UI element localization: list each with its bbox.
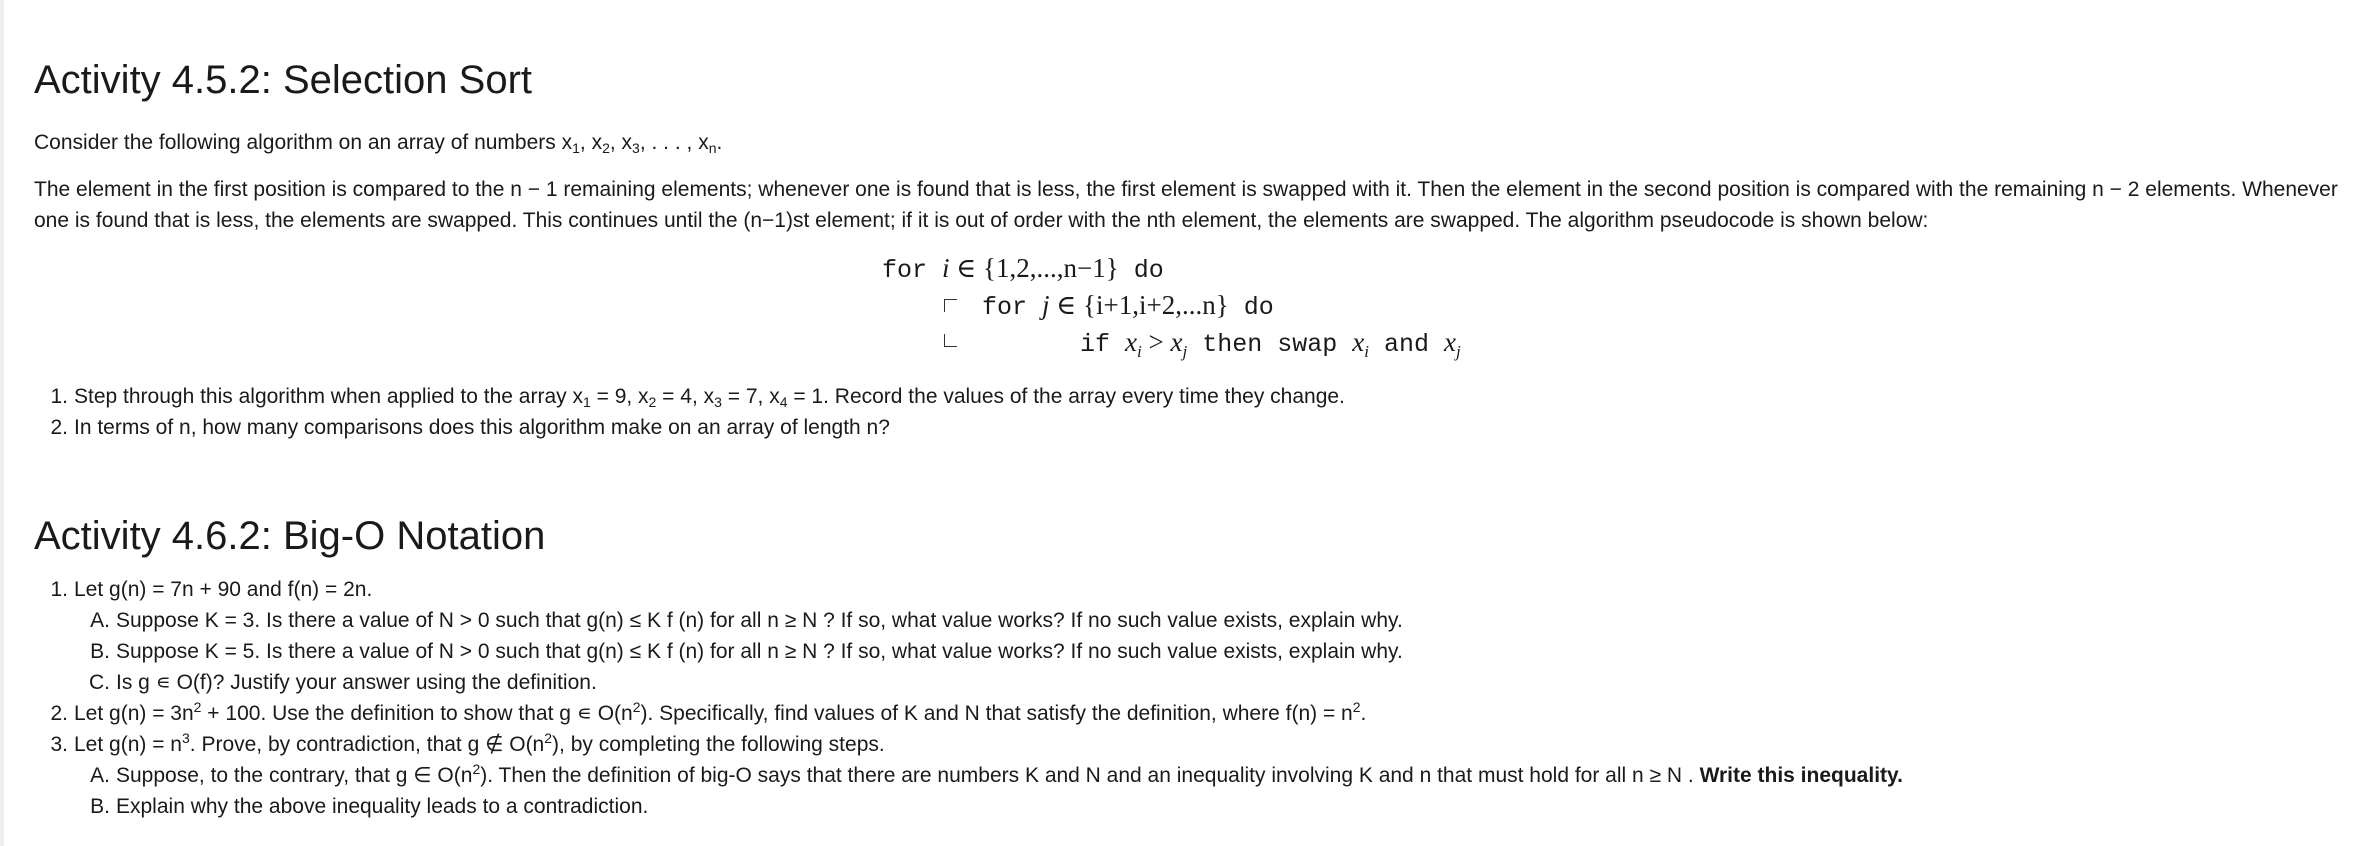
pseudocode-swap-line: if $x_i > x_j$ then swap $x_i$ and $x_j$: [882, 324, 1164, 361]
bracket-top-icon: [944, 299, 957, 312]
algorithm-description: The element in the first position is compared to the n − 1 remaining elements; whenever one is found that is less, the first element is swapped with it. Then the element in the second position is compared with the remaining n − 2 elements. Whenever one is found that is less, the elements are swapped. This continues until the (n−1)st element; if it is out of order with the nth element, the elements are swapped. The algorithm pseudocode is shown below:: [34, 178, 2338, 232]
big-o-questions: [44, 574, 1903, 822]
pseudocode-inner-loop: for j ∈ {i+1,i+2,...n} do: [882, 287, 1164, 324]
list-item: 3. Let $g(n) = n^3$. Prove, by contradiction, that g ∉ $O(n^2)$, by completing the following steps.: [50, 730, 885, 756]
list-item: 2. Let $g(n) = 3n^2 + 100$. Use the definition to show that g ∊ $O(n^2)$. Specifically, find values of K and N that satisfy the definition, where $f(n) = n^2$.: [50, 699, 1367, 725]
list-item: A. Suppose, to the contrary, that g ∈ $O(n^2)$. Then the definition of big-O says that there are numbers K and N and an inequality involving K and n that must hold for all n ≥ N . Write this inequality.: [90, 761, 1903, 787]
intro-paragraph: Consider the following algorithm on an array of numbers $x_1$, $x_2$, $x_3$, . . . , $x_n$.: [34, 131, 723, 156]
bracket-bottom-icon: [944, 334, 957, 347]
selection-sort-questions: [44, 381, 1345, 443]
left-border: [0, 0, 4, 846]
list-item: A. Suppose K = 3. Is there a value of N > 0 such that g(n) ≤ K f (n) for all n ≥ N ? If so, what value works? If no such value exists, explain why.: [90, 609, 1403, 632]
list-item: C. Is g ∊ O(f)? Justify your answer using the definition.: [89, 671, 597, 694]
list-item: 1. Let g(n) = 7n + 90 and f(n) = 2n.: [50, 578, 373, 601]
pseudocode-block: [882, 250, 1461, 361]
list-item: B. Suppose K = 5. Is there a value of N > 0 such that g(n) ≤ K f (n) for all n ≥ N ? If so, what value works? If no such value exists, explain why.: [90, 640, 1403, 663]
list-item: 2. In terms of n, how many comparisons does this algorithm make on an array of length n?: [50, 416, 890, 439]
list-item: B. Explain why the above inequality leads to a contradiction.: [90, 795, 649, 818]
list-item: 1. Step through this algorithm when applied to the array $x_1 = 9$, $x_2 = 4$, $x_3 = 7$, $x_4 = 1$. Record the values of the array every time they change.: [50, 385, 1345, 410]
pseudocode-outer-loop: for i ∈ {1,2,...,n−1} do: [882, 253, 1164, 285]
activity-title-big-o: Activity 4.6.2: Big-O Notation: [34, 514, 546, 558]
activity-title-selection-sort: Activity 4.5.2: Selection Sort: [34, 58, 533, 102]
